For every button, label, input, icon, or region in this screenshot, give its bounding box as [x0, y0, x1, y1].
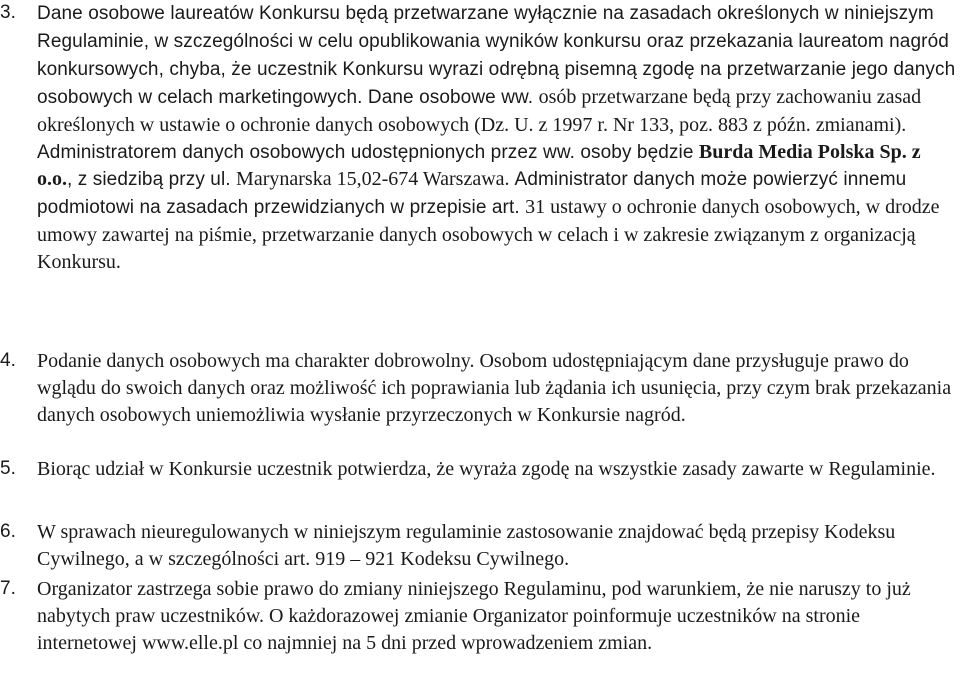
- item-text: Podanie danych osobowych ma charakter dobrowolny. Osobom udostępniającym dane przysługuje prawo do wglądu do swoich danych oraz możliwość ich poprawiania lub żądania ich usunięcia, przy czym brak przekazania danych osobowych uniemożliwia wysłanie przyrzeczonych w Konkursie nagród.: [37, 350, 952, 426]
- list-item-5: [0, 456, 957, 483]
- text-segment: Dane osobowe laureatów Konkursu będą przetwarzane wyłącznie na zasadach określonych w niniejszym Regulaminie, w szczególności w celu opublikowania wyników konkursu oraz przekazania laureatom nagród konkursowych, chyba, że uczestnik Konkursu wyrazi odrębną pisemną zgodę na przetwarzanie jego danych osobowych w celach marketingowych. Dane osobowe ww.: [37, 3, 956, 108]
- item-number: 5.: [0, 458, 16, 479]
- list-item-6: [0, 519, 957, 573]
- item-text: [37, 0, 957, 276]
- list-item-7: [0, 576, 957, 657]
- text-segment: 31 ustawy o ochronie danych osobowych, w drodze umowy zawartej na piśmie, przetwarzanie danych osobowych w celach i w zakresie związanym z organizacją Konkursu.: [37, 196, 940, 274]
- item-text: Organizator zastrzega sobie prawo do zmiany niniejszego Regulaminu, pod warunkiem, że nie naruszy to już nabytych praw uczestników. O każdorazowej zmianie Organizator poinformuje uczestników na stronie internetowej www.elle.pl co najmniej na 5 dni przed wprowadzeniem zmian.: [37, 578, 911, 654]
- item-number: 7.: [0, 578, 16, 599]
- item-number: 3.: [0, 2, 16, 23]
- text-segment: Administratorem danych osobowych udostępnionych przez ww. osoby będzie: [37, 141, 699, 163]
- text-segment: Administrator danych może powierzyć innemu podmiotowi na zasadach przewidzianych w przepisie art.: [37, 169, 907, 219]
- item-number: 4.: [0, 350, 16, 371]
- item-text: Biorąc udział w Konkursie uczestnik potwierdza, że wyraża zgodę na wszystkie zasady zawarte w Regulaminie.: [37, 458, 936, 480]
- text-segment: osób przetwarzane będą przy zachowaniu zasad określonych w ustawie o ochronie danych osobowych (Dz. U. z 1997 r. Nr 133, poz. 883 z późn. zmianami).: [37, 85, 922, 136]
- text-segment: , z siedzibą przy ul.: [67, 169, 237, 191]
- list-item-3: [0, 0, 957, 276]
- item-number: 6.: [0, 521, 16, 542]
- list-item-4: [0, 348, 957, 429]
- item-text: W sprawach nieuregulowanych w niniejszym regulaminie zastosowanie znajdować będą przepisy Kodeksu Cywilnego, a w szczególności art. 919 – 921 Kodeksu Cywilnego.: [37, 521, 896, 570]
- text-segment: Marynarska 15,02-674 Warszawa.: [236, 168, 515, 191]
- company-name: Burda Media Polska Sp. z o.o.: [37, 140, 921, 191]
